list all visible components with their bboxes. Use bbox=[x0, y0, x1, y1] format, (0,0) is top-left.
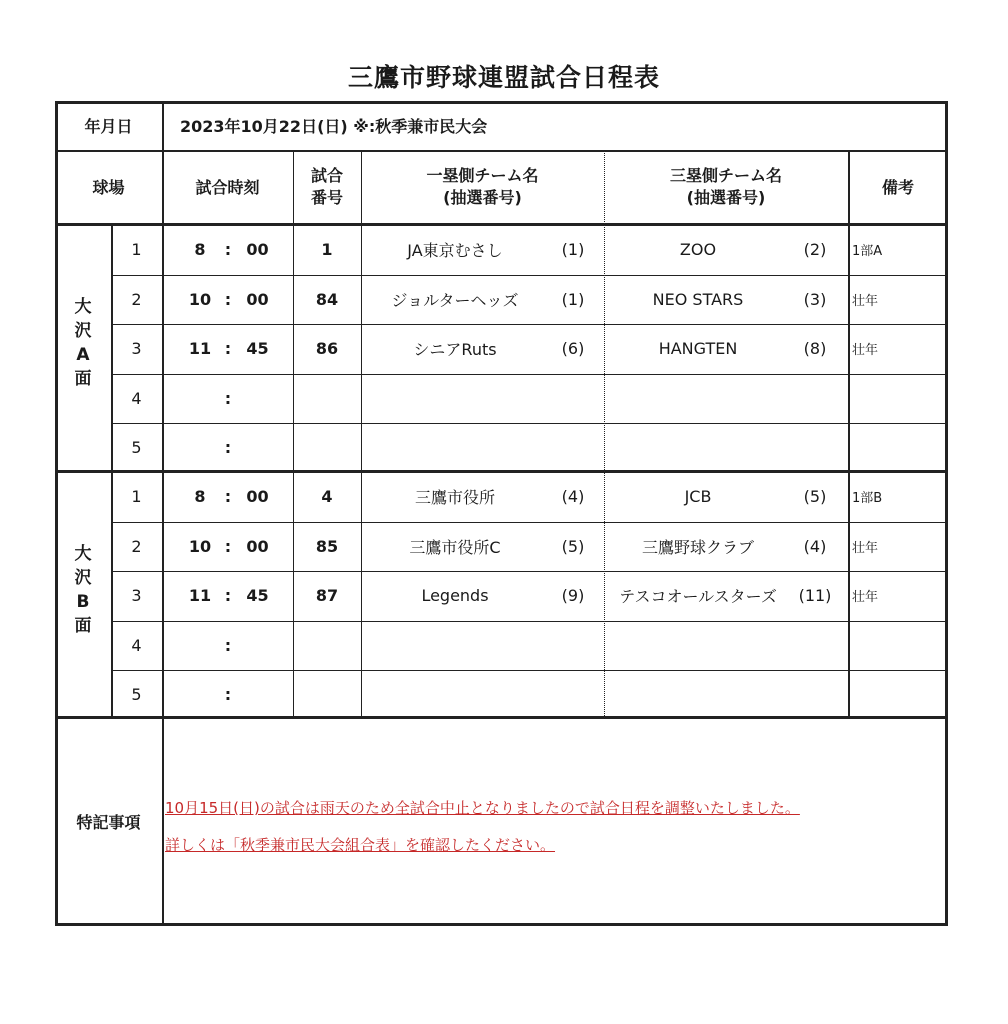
third-base-team bbox=[606, 374, 790, 424]
venue-name bbox=[55, 295, 111, 391]
first-base-team: JA東京むさし bbox=[407, 241, 503, 261]
row-number: 2 bbox=[131, 289, 142, 309]
col-divider-game bbox=[361, 150, 362, 716]
start-minute bbox=[240, 423, 275, 473]
row-number: 4 bbox=[131, 388, 142, 408]
first-base-draw-number bbox=[548, 374, 598, 424]
row-note: 壮年 bbox=[852, 590, 879, 606]
start-hour bbox=[180, 423, 220, 473]
game-number bbox=[293, 670, 361, 720]
row-note: 壮年 bbox=[852, 343, 879, 359]
time-colon: : bbox=[224, 240, 232, 260]
start-minute: 45 bbox=[246, 339, 269, 359]
game-number: 85 bbox=[315, 536, 339, 556]
time-colon: : bbox=[224, 685, 232, 705]
start-hour: 11 bbox=[188, 339, 212, 359]
special-notes-label: 特記事項 bbox=[76, 812, 141, 832]
first-base-draw-number bbox=[548, 621, 598, 671]
time-colon: : bbox=[224, 339, 232, 359]
row-note bbox=[850, 423, 948, 473]
third-base-draw-number bbox=[790, 374, 840, 424]
start-hour: 8 bbox=[194, 487, 206, 507]
row-number: 5 bbox=[131, 685, 142, 705]
third-base-team bbox=[606, 670, 790, 720]
row-note bbox=[850, 670, 948, 720]
third-base-team bbox=[606, 621, 790, 671]
third-base-draw-number: (11) bbox=[798, 586, 832, 606]
third-base-draw-number bbox=[790, 621, 840, 671]
header-field: 球場 bbox=[92, 178, 125, 197]
first-base-draw-number bbox=[548, 423, 598, 473]
third-base-team bbox=[606, 423, 790, 473]
special-notes bbox=[165, 790, 800, 864]
first-base-team bbox=[365, 374, 545, 424]
row-number: 2 bbox=[131, 536, 142, 556]
start-hour: 11 bbox=[188, 586, 212, 606]
row-note: 壮年 bbox=[852, 293, 879, 309]
third-base-draw-number bbox=[790, 670, 840, 720]
first-base-draw-number: (1) bbox=[561, 240, 585, 260]
third-base-team: JCB bbox=[684, 487, 712, 507]
third-base-draw-number bbox=[790, 423, 840, 473]
venue-name-char: 面 bbox=[74, 616, 92, 636]
header-third-base-team: 三塁側チーム名 (抽選番号) bbox=[669, 165, 782, 207]
start-hour bbox=[180, 621, 220, 671]
third-base-team: ZOO bbox=[679, 240, 717, 260]
game-number bbox=[293, 621, 361, 671]
first-base-team: シニアRuts bbox=[413, 340, 497, 360]
first-base-team: Legends bbox=[421, 586, 489, 606]
start-minute: 00 bbox=[246, 487, 269, 507]
start-minute: 00 bbox=[246, 289, 269, 309]
third-base-team: HANGTEN bbox=[658, 339, 738, 359]
time-colon: : bbox=[224, 289, 232, 309]
start-hour: 10 bbox=[188, 536, 212, 556]
col-divider-teams bbox=[604, 150, 605, 716]
row-number: 1 bbox=[131, 487, 142, 507]
first-base-team bbox=[365, 621, 545, 671]
row-number: 5 bbox=[131, 438, 142, 458]
row-note: 1部A bbox=[852, 244, 883, 260]
game-number: 84 bbox=[315, 289, 339, 309]
start-minute: 00 bbox=[246, 536, 269, 556]
start-hour: 10 bbox=[188, 289, 212, 309]
third-base-draw-number: (8) bbox=[803, 339, 827, 359]
game-number bbox=[293, 374, 361, 424]
first-base-team: ジョルターヘッズ bbox=[391, 290, 519, 310]
header-time: 試合時刻 bbox=[195, 178, 260, 197]
date-label: 年月日 bbox=[84, 117, 133, 136]
row-note bbox=[850, 374, 948, 424]
start-minute bbox=[240, 374, 275, 424]
first-base-team: 三鷹市役所C bbox=[409, 537, 501, 557]
first-base-team bbox=[365, 670, 545, 720]
row-number: 1 bbox=[131, 240, 142, 260]
time-colon: : bbox=[224, 586, 232, 606]
third-base-draw-number: (3) bbox=[803, 289, 827, 309]
start-minute: 45 bbox=[246, 586, 269, 606]
time-colon: : bbox=[224, 536, 232, 556]
third-base-team: NEO STARS bbox=[652, 289, 744, 309]
venue-name-char: 大 bbox=[74, 544, 92, 564]
row-note: 1部B bbox=[852, 491, 883, 507]
start-minute bbox=[240, 621, 275, 671]
game-number: 87 bbox=[315, 586, 339, 606]
page-title: 三鷹市野球連盟試合日程表 bbox=[347, 63, 660, 92]
first-base-draw-number: (6) bbox=[561, 339, 585, 359]
first-base-draw-number: (1) bbox=[561, 289, 585, 309]
first-base-draw-number bbox=[548, 670, 598, 720]
first-base-draw-number: (4) bbox=[561, 487, 585, 507]
time-colon: : bbox=[224, 388, 232, 408]
game-number: 1 bbox=[321, 240, 333, 260]
row-note: 壮年 bbox=[852, 540, 879, 556]
venue-name-char: A bbox=[76, 345, 90, 365]
game-number: 4 bbox=[321, 487, 333, 507]
col-divider-label bbox=[162, 101, 164, 926]
header-notes: 備考 bbox=[881, 178, 914, 197]
special-note-line: 詳しくは「秋季兼市民大会組合表」を確認したください。 bbox=[165, 836, 556, 854]
start-hour: 8 bbox=[194, 240, 206, 260]
venue-name-char: 面 bbox=[74, 369, 92, 389]
row-number: 4 bbox=[131, 635, 142, 655]
time-colon: : bbox=[224, 487, 232, 507]
start-hour bbox=[180, 670, 220, 720]
venue-name bbox=[55, 542, 111, 638]
third-base-draw-number: (5) bbox=[803, 487, 827, 507]
date-value: 2023年10月22日(日) ※:秋季兼市民大会 bbox=[180, 117, 488, 136]
venue-name-char: 沢 bbox=[74, 321, 92, 341]
first-base-draw-number: (9) bbox=[561, 586, 585, 606]
row-note bbox=[850, 621, 948, 671]
header-game-number: 試合 番号 bbox=[310, 165, 343, 207]
first-base-draw-number: (5) bbox=[561, 536, 585, 556]
time-colon: : bbox=[224, 635, 232, 655]
third-base-draw-number: (4) bbox=[803, 536, 827, 556]
row-number: 3 bbox=[131, 586, 142, 606]
game-number: 86 bbox=[315, 339, 339, 359]
venue-name-char: B bbox=[76, 592, 90, 612]
first-base-team: 三鷹市役所 bbox=[414, 488, 495, 508]
venue-name-char: 大 bbox=[74, 297, 92, 317]
start-minute bbox=[240, 670, 275, 720]
third-base-team: テスコオールスターズ bbox=[619, 587, 777, 607]
row-number: 3 bbox=[131, 339, 142, 359]
header-first-base-team: 一塁側チーム名 (抽選番号) bbox=[426, 165, 539, 207]
time-colon: : bbox=[224, 438, 232, 458]
game-number bbox=[293, 423, 361, 473]
first-base-team bbox=[365, 423, 545, 473]
special-note-line: 10月15日(日)の試合は雨天のため全試合中止となりましたので試合日程を調整いたしました。 bbox=[165, 799, 800, 817]
start-minute: 00 bbox=[246, 240, 269, 260]
start-hour bbox=[180, 374, 220, 424]
third-base-team: 三鷹野球クラブ bbox=[641, 537, 754, 557]
venue-name-char: 沢 bbox=[74, 568, 92, 588]
third-base-draw-number: (2) bbox=[803, 240, 827, 260]
